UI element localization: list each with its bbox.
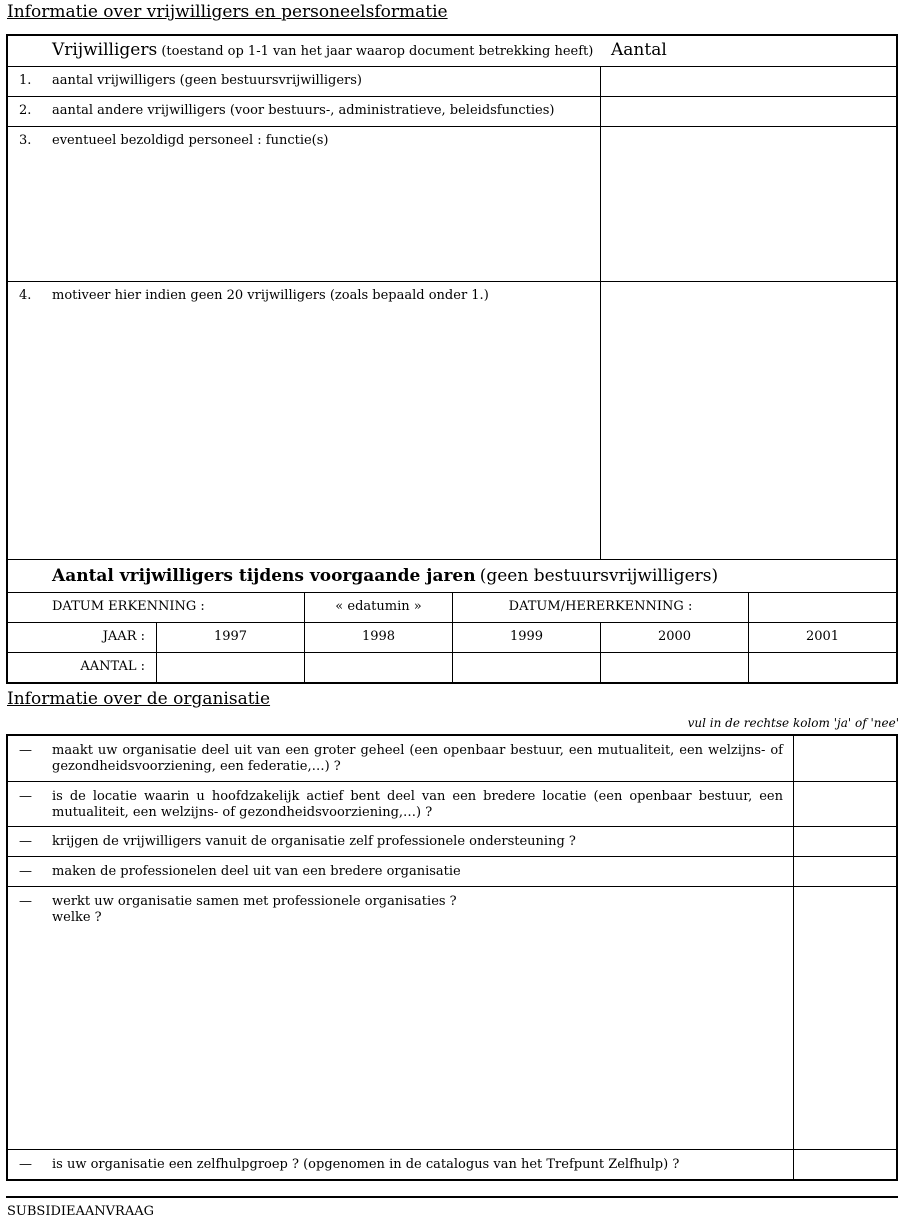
row-label-volunteers-count: aantal vrijwilligers (geen bestuursvrijwilligers)	[52, 73, 362, 88]
input-aantal-1998[interactable]	[306, 654, 451, 682]
row-label-paid-staff: eventueel bezoldigd personeel : functie(s)	[52, 133, 329, 148]
org-question-broader-location: is de locatie waarin u hoofdzakelijk actief bent deel van een bredere locatie (een openbaar bestuur, een mutualiteit, een welzijns- of gezondheidsvoorziening,…) ?	[52, 789, 783, 820]
previous-years-label: Aantal vrijwilligers tijdens voorgaande jaren	[52, 566, 476, 586]
input-motivation[interactable]	[602, 283, 896, 558]
dash-bullet: —	[19, 1157, 32, 1172]
input-paid-staff[interactable]	[602, 128, 896, 280]
org-question-selfhelp-group: is uw organisatie een zelfhulpgroep ? (opgenomen in de catalogus van het Trefpunt Zelfhulp) ?	[52, 1157, 680, 1172]
answer-part-of-larger[interactable]	[795, 736, 896, 780]
org-question-cooperation-which: welke ?	[52, 910, 102, 925]
answer-professionals-broader[interactable]	[795, 858, 896, 885]
answer-broader-location[interactable]	[795, 783, 896, 825]
answer-selfhelp-group[interactable]	[795, 1151, 896, 1179]
year-cell: 2000	[657, 629, 692, 644]
volunteers-header-label: Vrijwilligers	[52, 40, 158, 60]
footer-label: SUBSIDIEAANVRAAG	[7, 1204, 154, 1219]
row-number: 1.	[19, 73, 32, 88]
input-aantal-2001[interactable]	[750, 654, 896, 682]
section-title-volunteers: Informatie over vrijwilligers en personeelsformatie	[7, 2, 448, 22]
input-aantal-1999[interactable]	[454, 654, 599, 682]
org-question-professionals-broader: maken de professionelen deel uit van een bredere organisatie	[52, 864, 461, 879]
instruction-note: vul in de rechtse kolom 'ja' of 'nee'	[687, 716, 899, 730]
dash-bullet: —	[19, 743, 32, 758]
volunteers-header-note: (toestand op 1-1 van het jaar waarop document betrekking heeft)	[161, 44, 594, 59]
org-question-part-of-larger: maakt uw organisatie deel uit van een groter geheel (een openbaar bestuur, een mutualiteit, een welzijns- of gezondheidsvoorziening, een federatie,…) ?	[52, 743, 783, 774]
row-label-motivation: motiveer hier indien geen 20 vrijwilligers (zoals bepaald onder 1.)	[52, 288, 489, 303]
dash-bullet: —	[19, 864, 32, 879]
dash-bullet: —	[19, 789, 32, 804]
jaar-label: JAAR :	[102, 629, 145, 644]
input-other-volunteers[interactable]	[602, 98, 896, 125]
org-question-cooperation: werkt uw organisatie samen met professionele organisaties ?	[52, 894, 457, 909]
datum-erkenning-value: « edatumin »	[335, 599, 422, 614]
previous-years-header	[52, 566, 718, 588]
row-number: 2.	[19, 103, 32, 118]
input-cooperation-which[interactable]	[8, 928, 791, 1148]
year-cell: 2001	[805, 629, 840, 644]
input-aantal-2000[interactable]	[602, 654, 747, 682]
year-cell: 1998	[361, 629, 396, 644]
section-title-organisation: Informatie over de organisatie	[7, 689, 271, 709]
row-number: 3.	[19, 133, 32, 148]
datum-hererkenning-label: DATUM/HERERKENNING :	[508, 599, 693, 614]
aantal-row-label: AANTAL :	[80, 659, 145, 674]
year-cell: 1999	[509, 629, 544, 644]
org-question-professional-support: krijgen de vrijwilligers vanuit de organisatie zelf professionele ondersteuning ?	[52, 834, 576, 849]
input-aantal-1997[interactable]	[158, 654, 303, 682]
answer-professional-support[interactable]	[795, 828, 896, 855]
previous-years-note: (geen bestuursvrijwilligers)	[479, 566, 719, 586]
dash-bullet: —	[19, 894, 32, 909]
year-cell: 1997	[213, 629, 248, 644]
input-datum-hererkenning[interactable]	[750, 594, 896, 621]
row-number: 4.	[19, 288, 32, 303]
row-label-other-volunteers: aantal andere vrijwilligers (voor bestuurs-, administratieve, beleidsfuncties)	[52, 103, 555, 118]
dash-bullet: —	[19, 834, 32, 849]
datum-erkenning-label: DATUM ERKENNING :	[52, 599, 205, 614]
answer-cooperation[interactable]	[795, 888, 896, 1148]
input-volunteers-count[interactable]	[602, 68, 896, 95]
volunteers-header	[52, 40, 593, 62]
footer-rule	[6, 1196, 898, 1198]
aantal-column-header: Aantal	[611, 40, 667, 60]
